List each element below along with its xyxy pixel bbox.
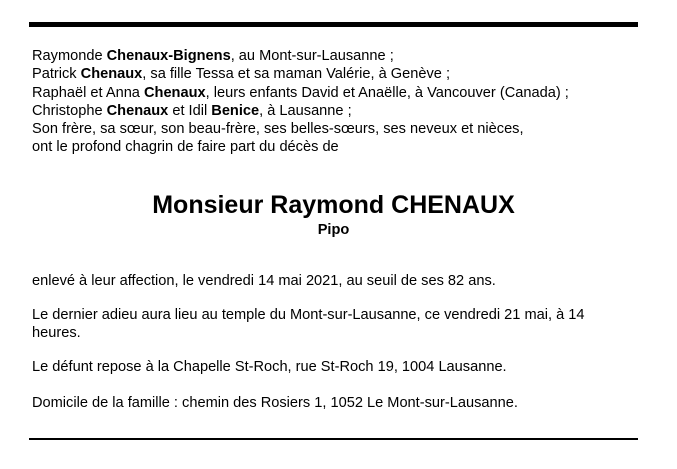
family-line <box>32 138 632 156</box>
family-text: Christophe <box>32 102 107 119</box>
family-line <box>32 120 632 138</box>
family-surname: Chenaux <box>80 66 143 83</box>
family-line <box>32 47 632 65</box>
family-text: , leurs enfants David et Anaëlle, à Vancouver (Canada) ; <box>205 84 569 101</box>
death-announcement-paragraph: enlevé à leur affection, le vendredi 14 mai 2021, au seuil de ses 82 ans. <box>32 273 496 289</box>
family-line <box>32 84 632 102</box>
bottom-rule <box>29 438 638 440</box>
family-line <box>32 65 632 83</box>
deceased-name: Monsieur Raymond CHENAUX <box>152 191 515 219</box>
family-list <box>32 47 632 157</box>
family-surname: Chenaux <box>106 102 169 119</box>
family-line <box>32 102 632 120</box>
family-text: , à Lausanne ; <box>259 102 352 119</box>
funeral-paragraph: Le dernier adieu aura lieu au temple du Mont-sur-Lausanne, ce vendredi 21 mai, à 14 heures. <box>32 307 585 342</box>
chapel-paragraph: Le défunt repose à la Chapelle St-Roch, rue St-Roch 19, 1004 Lausanne. <box>32 359 507 375</box>
family-surname: Benice <box>211 102 260 119</box>
family-text: et Idil <box>168 102 212 119</box>
family-text: , sa fille Tessa et sa maman Valérie, à Genève ; <box>142 66 450 83</box>
family-surname: Chenaux-Bignens <box>106 48 231 64</box>
family-surname: Chenaux <box>143 84 206 101</box>
family-text: ont le profond chagrin de faire part du décès de <box>32 139 339 156</box>
family-text: Raymonde <box>32 48 107 64</box>
family-text: , au Mont-sur-Lausanne ; <box>230 48 394 64</box>
family-text: Patrick <box>32 66 81 83</box>
family-text: Son frère, sa sœur, son beau-frère, ses belles-sœurs, ses neveux et nièces, <box>32 121 524 138</box>
top-rule <box>29 22 638 27</box>
family-text: Raphaël et Anna <box>32 84 144 101</box>
family-address-paragraph: Domicile de la famille : chemin des Rosiers 1, 1052 Le Mont-sur-Lausanne. <box>32 395 518 411</box>
deceased-nickname: Pipo <box>317 222 350 238</box>
